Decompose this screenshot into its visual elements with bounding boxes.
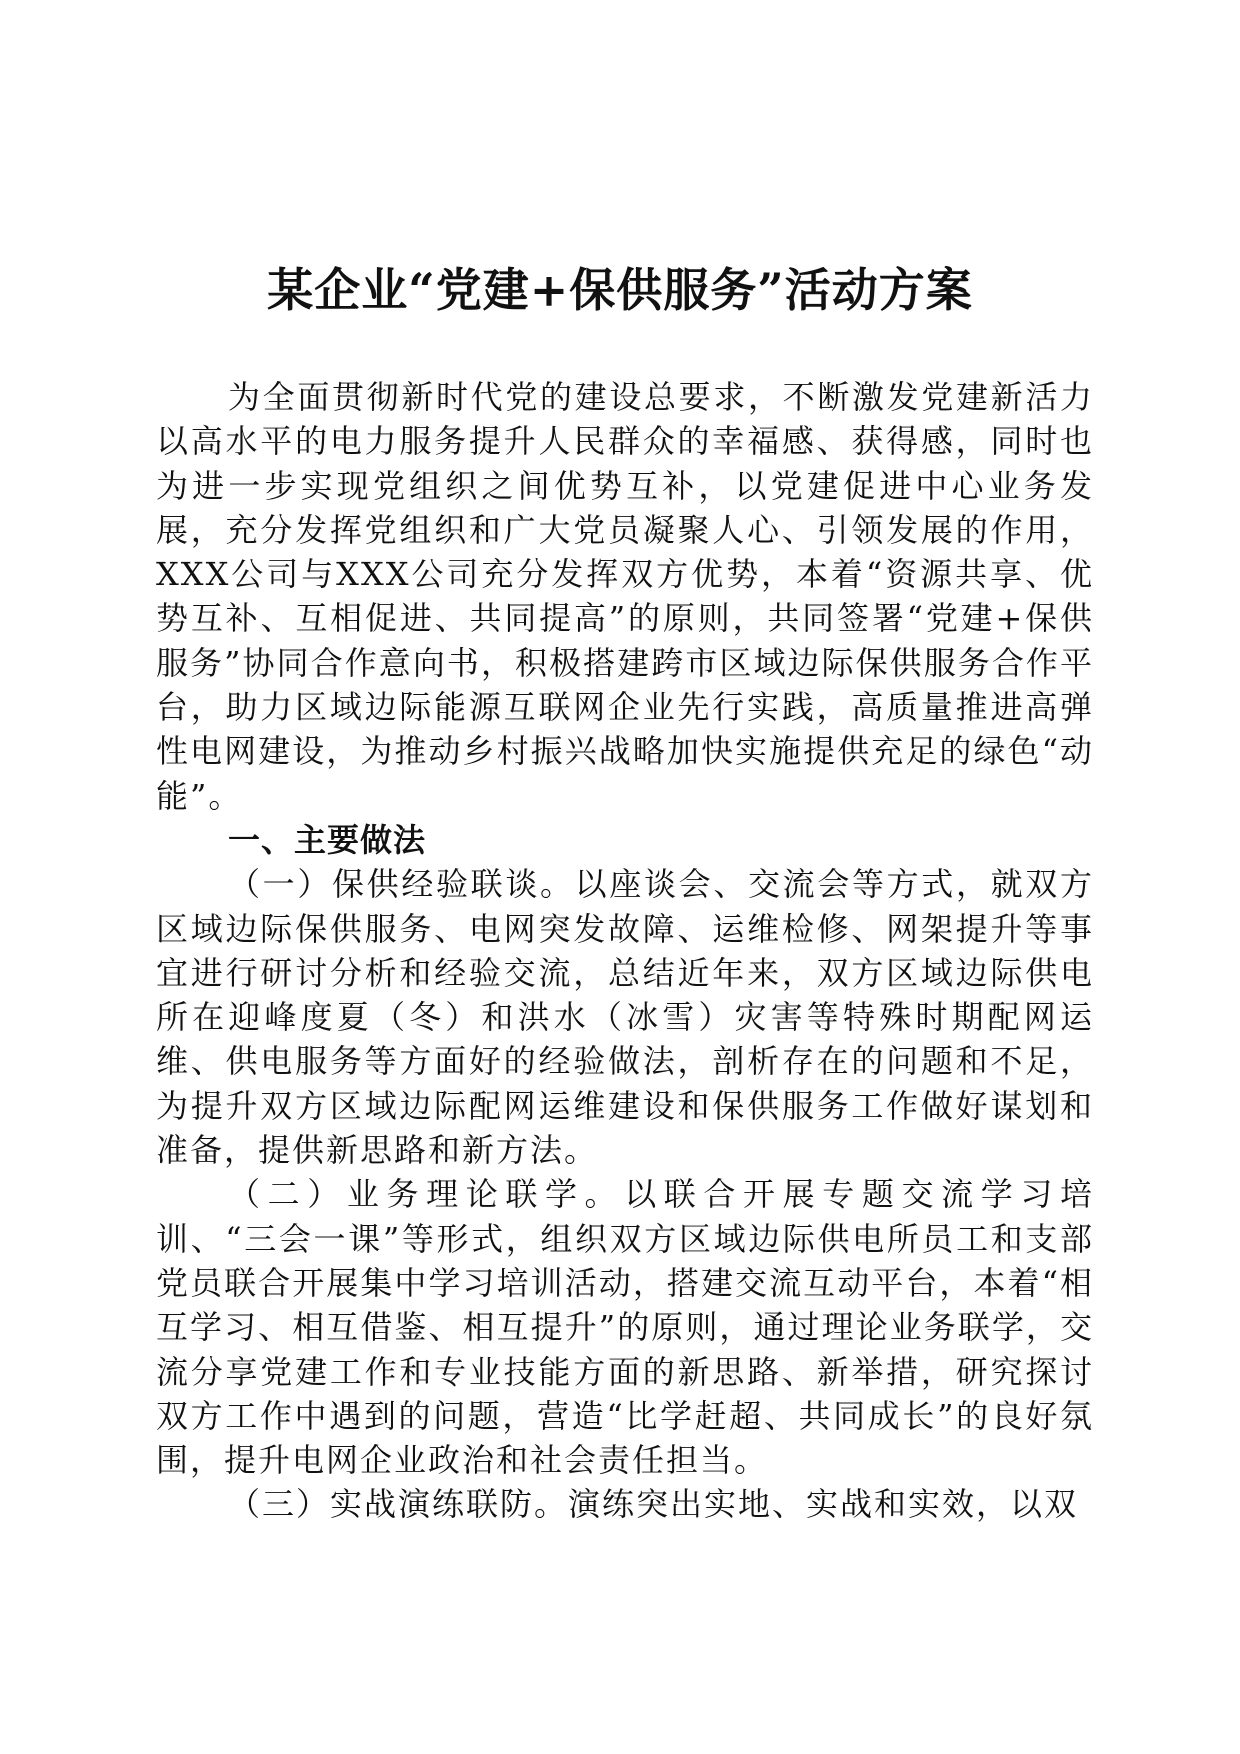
document-body xyxy=(156,375,1094,1527)
item-paragraph-1 xyxy=(156,862,1094,1172)
item-3-lead: （三）实战演练联防。 xyxy=(228,1485,569,1524)
item-1-text: 以座谈会、交流会等方式，就双方区域边际保供服务、电网突发故障、运维检修、网架提升等事宜进行研讨分析和经验交流，总结近年来，双方区域边际供电所在迎峰度夏（冬）和洪水（冰雪）灾害等特殊时期配网运维、供电服务等方面好的经验做法，剖析存在的问题和不足，为提升双方区域边际配网运维建设和保供服务工作做好谋划和准备，提供新思路和新方法。 xyxy=(156,865,1094,1170)
item-paragraph-3 xyxy=(156,1482,1094,1526)
intro-paragraph: 为全面贯彻新时代党的建设总要求，不断激发党建新活力以高水平的电力服务提升人民群众的幸福感、获得感，同时也为进一步实现党组织之间优势互补，以党建促进中心业务发展，充分发挥党组织和广大党员凝聚人心、引领发展的作用，XXX公司与XXX公司充分发挥双方优势，本着“资源共享、优势互补、互相促进、共同提高”的原则，共同签署“党建+保供服务”协同合作意向书，积极搭建跨市区域边际保供服务合作平台，助力区域边际能源互联网企业先行实践，高质量推进高弹性电网建设，为推动乡村振兴战略加快实施提供充足的绿色“动能”。 xyxy=(156,378,1094,815)
item-3-text: 演练突出实地、实战和实效，以双 xyxy=(568,1485,1079,1524)
item-2-text: 以联合开展专题交流学习培训、“三会一课”等形式，组织双方区域边际供电所员工和支部党员联合开展集中学习培训活动，搭建交流互动平台，本着“相互学习、相互借鉴、相互提升”的原则，通过理论业务联学，交流分享党建工作和专业技能方面的新思路、新举措，研究探讨双方工作中遇到的问题，营造“比学赶超、共同成长”的良好氛围，提升电网企业政治和社会责任担当。 xyxy=(156,1175,1094,1480)
item-paragraph-2 xyxy=(156,1172,1094,1482)
item-2-lead: （二）业务理论联学。 xyxy=(228,1175,625,1214)
document-title: 某企业“党建+保供服务”活动方案 xyxy=(267,263,973,317)
item-1-lead: （一）保供经验联谈。 xyxy=(228,865,575,904)
section-heading-main-practices: 一、主要做法 xyxy=(228,820,427,859)
